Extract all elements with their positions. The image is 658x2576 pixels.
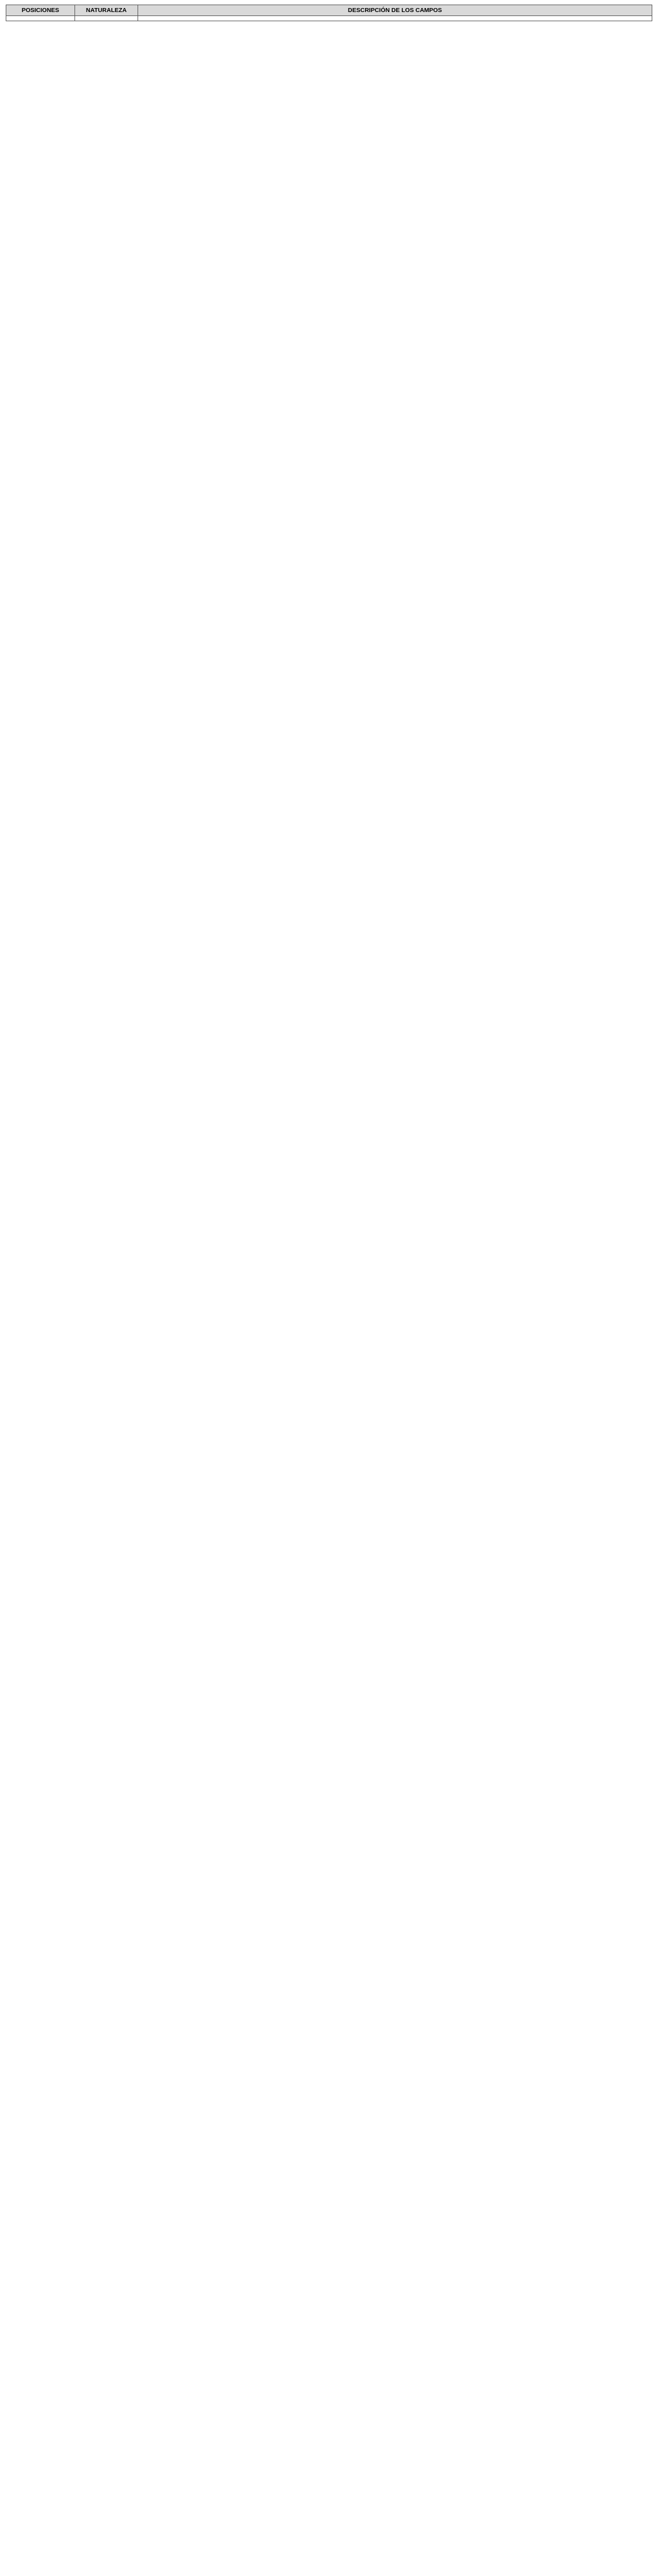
header-descripcion: DESCRIPCIÓN DE LOS CAMPOS	[138, 5, 652, 16]
spec-rows	[6, 16, 652, 21]
pos-cell	[6, 16, 75, 21]
desc-cell	[138, 16, 652, 21]
table-row	[6, 16, 652, 21]
spec-table	[6, 5, 652, 21]
header-naturaleza: NATURALEZA	[75, 5, 138, 16]
nat-cell	[75, 16, 138, 21]
header-row	[6, 5, 652, 16]
header-posiciones: POSICIONES	[6, 5, 75, 16]
